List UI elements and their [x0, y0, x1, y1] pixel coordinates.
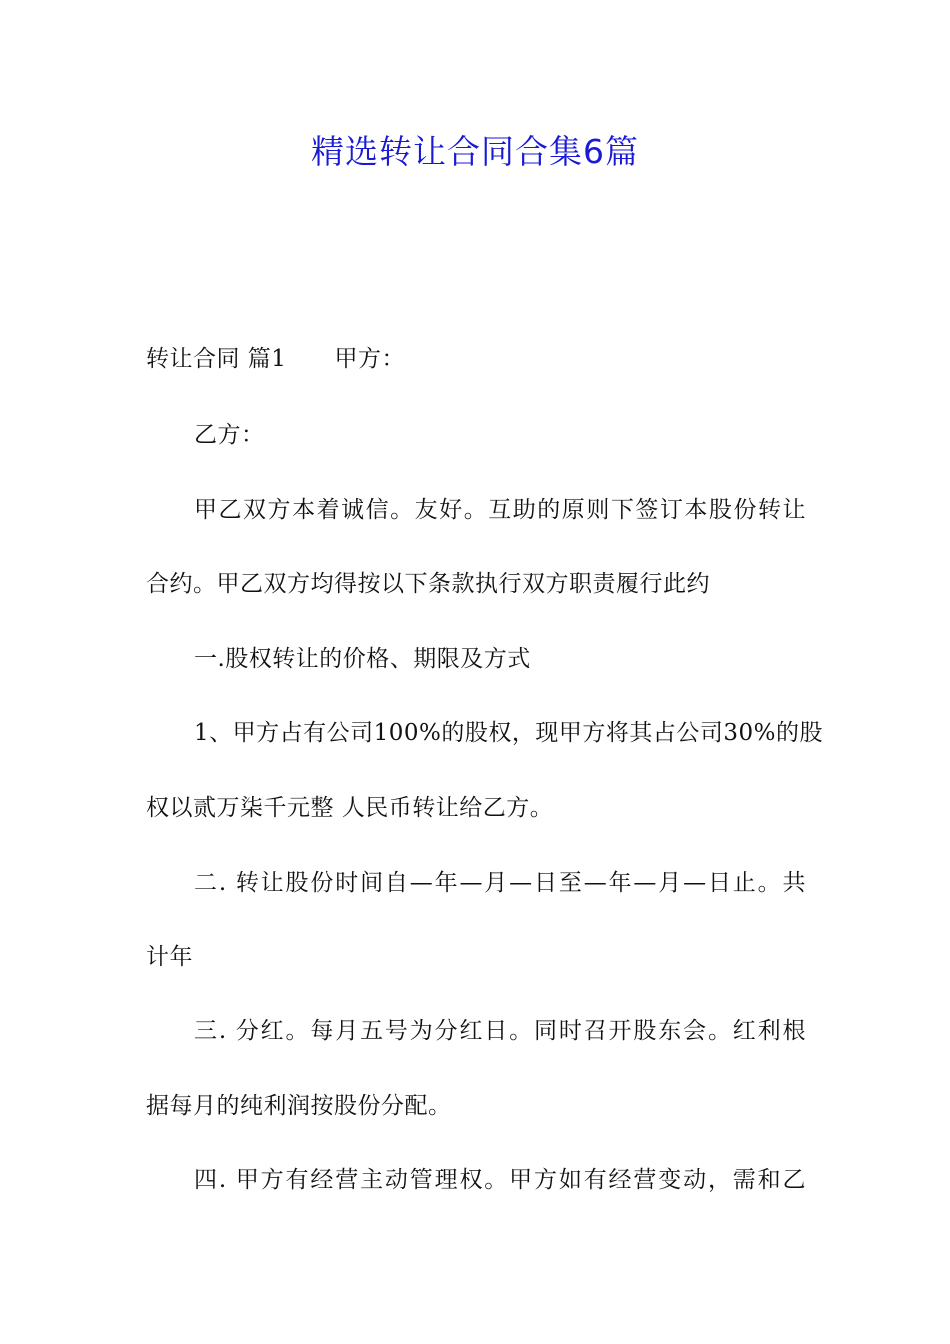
document-title: 精选转让合同合集6篇	[311, 132, 639, 171]
paragraph-line: 四. 甲方有经营主动管理权。甲方如有经营变动，需和乙	[194, 1167, 806, 1193]
paragraph-line: 合约。甲乙双方均得按以下条款执行双方职责履行此约	[146, 571, 710, 597]
paragraph-line: 权以贰万柒千元整 人民币转让给乙方。	[146, 795, 554, 821]
party-b-label: 乙方：	[194, 422, 265, 448]
section-heading: 一.股权转让的价格、期限及方式	[194, 646, 531, 672]
contract-heading: 转让合同 篇1	[146, 346, 287, 372]
contract-heading-line	[146, 342, 806, 376]
paragraph-line: 1、甲方占有公司100%的股权，现甲方将其占公司30%的股	[194, 720, 824, 746]
paragraph-line: 据每月的纯利润按股份分配。	[146, 1093, 452, 1119]
paragraph-line: 甲乙双方本着诚信。友好。互助的原则下签订本股份转让	[194, 497, 806, 523]
paragraph-line: 三. 分红。每月五号为分红日。同时召开股东会。红利根	[194, 1018, 806, 1044]
paragraph-line: 计年	[146, 944, 193, 970]
paragraph-line: 二. 转让股份时间自—年—月—日至—年—月—日止。共	[194, 870, 806, 896]
party-a-label: 甲方：	[334, 346, 405, 372]
